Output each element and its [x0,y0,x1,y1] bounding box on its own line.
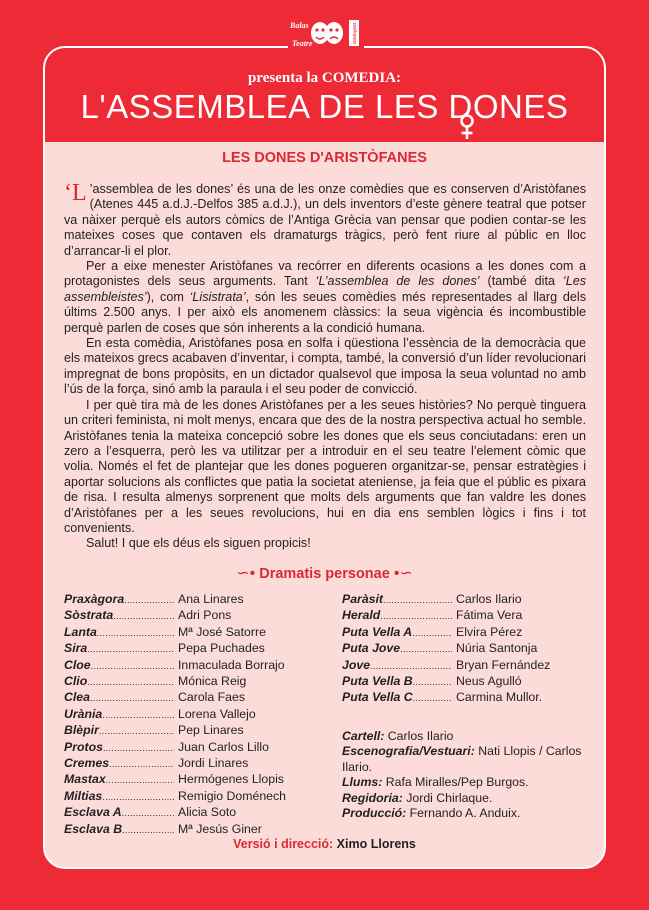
paragraph-5: Salut! I que els déus els siguen propicis! [86,536,311,551]
actor-name: Mª José Satorre [178,624,266,639]
role-name: Sòstrata [64,608,114,623]
role-name: Clio [64,674,88,689]
logo-side-text: Ontinyent [352,23,357,44]
paragraph-1: ‘L ’assemblea de les dones’ és una de les onze comèdies que es conserven d’Aristòfanes (Atenes 445 a.d.J.-Delfos 385 a.d.J.), un dels inventors d’este gènere teatral que potser va nàixer perquè els autors còmics de l’Antiga Grècia van pensar que podien contar-se les mateixes coses que contaven els dramaturgs tràgics, però fent riure al públic en lloc d’arrancar-li el plor. [64,180,586,258]
article-body [64,182,586,552]
cast-row [342,608,592,624]
paragraph-4: I per què tira mà de les dones Aristòfanes per a les seues històries? No perquè tinguera un criteri feminista, ni molt menys, encara que des de la nostra perspectiva actual ho semble. Aristòfanes tenia la mateixa concepció sobre les dones que els seus conciutadans: eren un zero a l’esquerra, però les va utilitzar per a introduir en el seu teatre l’element còmic que volia. Només el fet de plantejar que les dones pogueren organitzar-se, pensar estratègies i aportar solucions als conflictes que patia la societat ateniense, ja feia que el públic es pixara de risa. I resulta almenys sorprenent que molts dels arguments que fan valdre les dones d’Aristòfanes per a les seues revolucions, hui en dia ens semblen lògics i fins i tot convenients. [64,397,586,535]
role-name: Protos [64,739,103,754]
role-name: Clea [64,690,90,705]
version-line [0,837,649,851]
role-name: Sira [64,641,88,656]
actor-name: Mónica Reig [178,674,247,689]
cast-row [64,608,334,624]
cast-row [342,625,592,641]
drop-cap: ‘L [64,180,87,206]
leader-dots [124,592,174,608]
credit-value: Rafa Miralles/Pep Burgos. [385,775,529,790]
leader-dots [99,723,174,739]
section-subtitle: LES DONES D'ARISTÒFANES [222,150,427,166]
role-name: Praxàgora [64,592,125,606]
actor-name: Carlos Ilario [456,592,522,606]
credit-value: Fernando A. Anduix. [409,806,521,821]
actor-name: Mª Jesús Giner [178,821,262,836]
leader-dots [370,658,452,674]
cast-row [64,625,334,641]
actor-name: Fátima Vera [456,608,523,623]
leader-dots [102,707,174,723]
cast-row [64,690,334,706]
role-name: Cremes [64,756,110,771]
cast-row [64,658,334,674]
credit-label: Regidoria: [342,790,403,805]
role-name: Paràsit [342,592,384,606]
role-name: Mastax [64,772,106,787]
cast-row [64,740,334,756]
role-name: Puta Vella C [342,690,413,705]
cast-row [64,772,334,788]
leader-dots [90,690,174,706]
leader-dots [122,805,174,821]
actor-name: Pep Linares [178,723,244,738]
role-name: Puta Jove [342,641,401,656]
dramatis-heading: ∽• Dramatis personae •∽ [236,565,413,582]
role-name: Blèpir [64,723,99,738]
logo-top-text: Balas [290,21,309,30]
credit-item [342,791,592,806]
leader-dots [400,641,452,657]
leader-dots [87,674,174,690]
leader-dots [113,608,174,624]
role-name: Puta Vella A [342,624,413,639]
credit-label: Producció: [342,806,407,821]
cast-row [64,805,334,821]
credit-label: Cartell: [342,729,385,743]
leader-dots [109,756,174,772]
actor-name: Juan Carlos Lillo [178,739,269,754]
actor-name: Jordi Linares [178,756,249,771]
role-name: Esclava A [64,805,122,820]
actor-name: Neus Agulló [456,674,522,689]
cast-row [64,674,334,690]
leader-dots [106,772,174,788]
credit-value: Carlos Ilario [387,729,454,743]
cast-row [64,789,334,805]
credit-item [342,729,592,744]
theatre-logo [288,18,364,48]
version-label: Versió i direcció: [233,837,334,851]
leader-dots [91,658,174,674]
director-name: Ximo Llorens [336,837,416,851]
role-name: Lanta [64,624,97,639]
role-name: Cloe [64,657,91,672]
actor-name: Ana Linares [178,592,244,606]
actor-name: Inmaculada Borrajo [178,657,285,672]
cast-row [64,707,334,723]
leader-dots [413,674,452,690]
cast-list-right [342,592,592,707]
leader-dots [122,822,174,838]
cast-row [342,641,592,657]
credit-label: Escenografia/Vestuari: [342,744,475,759]
cast-row [342,690,592,706]
leader-dots [380,608,452,624]
credit-value: Nati Llopis / Carlos Ilario. [342,744,582,774]
page-title: L'ASSEMBLEA DE LES DONES [80,88,569,125]
role-name: Jove [342,657,371,672]
role-name: Esclava B [64,821,123,836]
leader-dots [97,625,174,641]
cast-row [64,822,334,838]
actor-name: Elvira Pérez [456,624,523,639]
credit-item [342,744,592,775]
cast-list-left [64,592,334,838]
actor-name: Alicia Soto [178,805,237,820]
cast-row [64,641,334,657]
leader-dots [413,690,452,706]
actor-name: Lorena Vallejo [178,706,256,721]
ornament-right-icon: •∽ [393,565,413,582]
credit-item [342,806,592,821]
cast-row [64,756,334,772]
actor-name: Carola Faes [178,690,245,705]
actor-name: Hermógenes Llopis [178,772,284,787]
cast-row [64,723,334,739]
role-name: Miltias [64,788,103,803]
leader-dots [383,592,452,608]
leader-dots [412,625,452,641]
paragraph-3: En esta comèdia, Aristòfanes posa en solfa i qüestiona l’essència de la democràcia que els mateixos grecs acabaven d’inventar, i compta, també, la conversió d’un líder revolucionari impregnat de bons propòsits, en un dictador qualsevol que imposa la seua voluntad no amb l’ús de la força, sinó amb la paraula i el seu poder de convicció. [64,336,586,397]
actor-name: Remigio Doménech [178,788,286,803]
actor-name: Bryan Fernández [456,657,551,672]
credits-list [342,729,592,821]
cast-row [342,674,592,690]
leader-dots [87,641,174,657]
leader-dots [103,740,174,756]
ornament-left-icon: ∽• [236,565,256,582]
cast-row [342,592,592,608]
cast-row [342,658,592,674]
actor-name: Carmina Mullor. [456,690,543,705]
logo-bottom-text: Teatre [292,39,313,48]
actor-name: Pepa Puchades [178,641,265,656]
role-name: Puta Vella B [342,674,413,689]
role-name: Urània [64,706,103,721]
presents-line: presenta la COMEDIA: [247,70,402,86]
credit-value: Jordi Chirlaque. [406,790,493,805]
actor-name: Adri Pons [178,608,232,623]
actor-name: Núria Santonja [456,641,538,656]
role-name: Herald [342,608,381,623]
credit-item [342,775,592,790]
paragraph-2: Per a eixe menester Aristòfanes va recórrer en diferents ocasions a les dones com a protagonistes dels seus arguments. Tant ‘L’assemblea de les dones’ (també dita ‘Les assembleistes’), com ‘Lisistrata’, són les seues comèdies més representades al llarg dels últims 2.500 anys. I per això els anomenem clàssics: la seua vigència és incombustible perquè parlen de coses que són inherents a la condició humana. [64,259,587,335]
female-symbol-icon [457,114,477,140]
leader-dots [102,789,174,805]
credit-label: Llums: [342,775,383,790]
cast-row [64,592,334,608]
